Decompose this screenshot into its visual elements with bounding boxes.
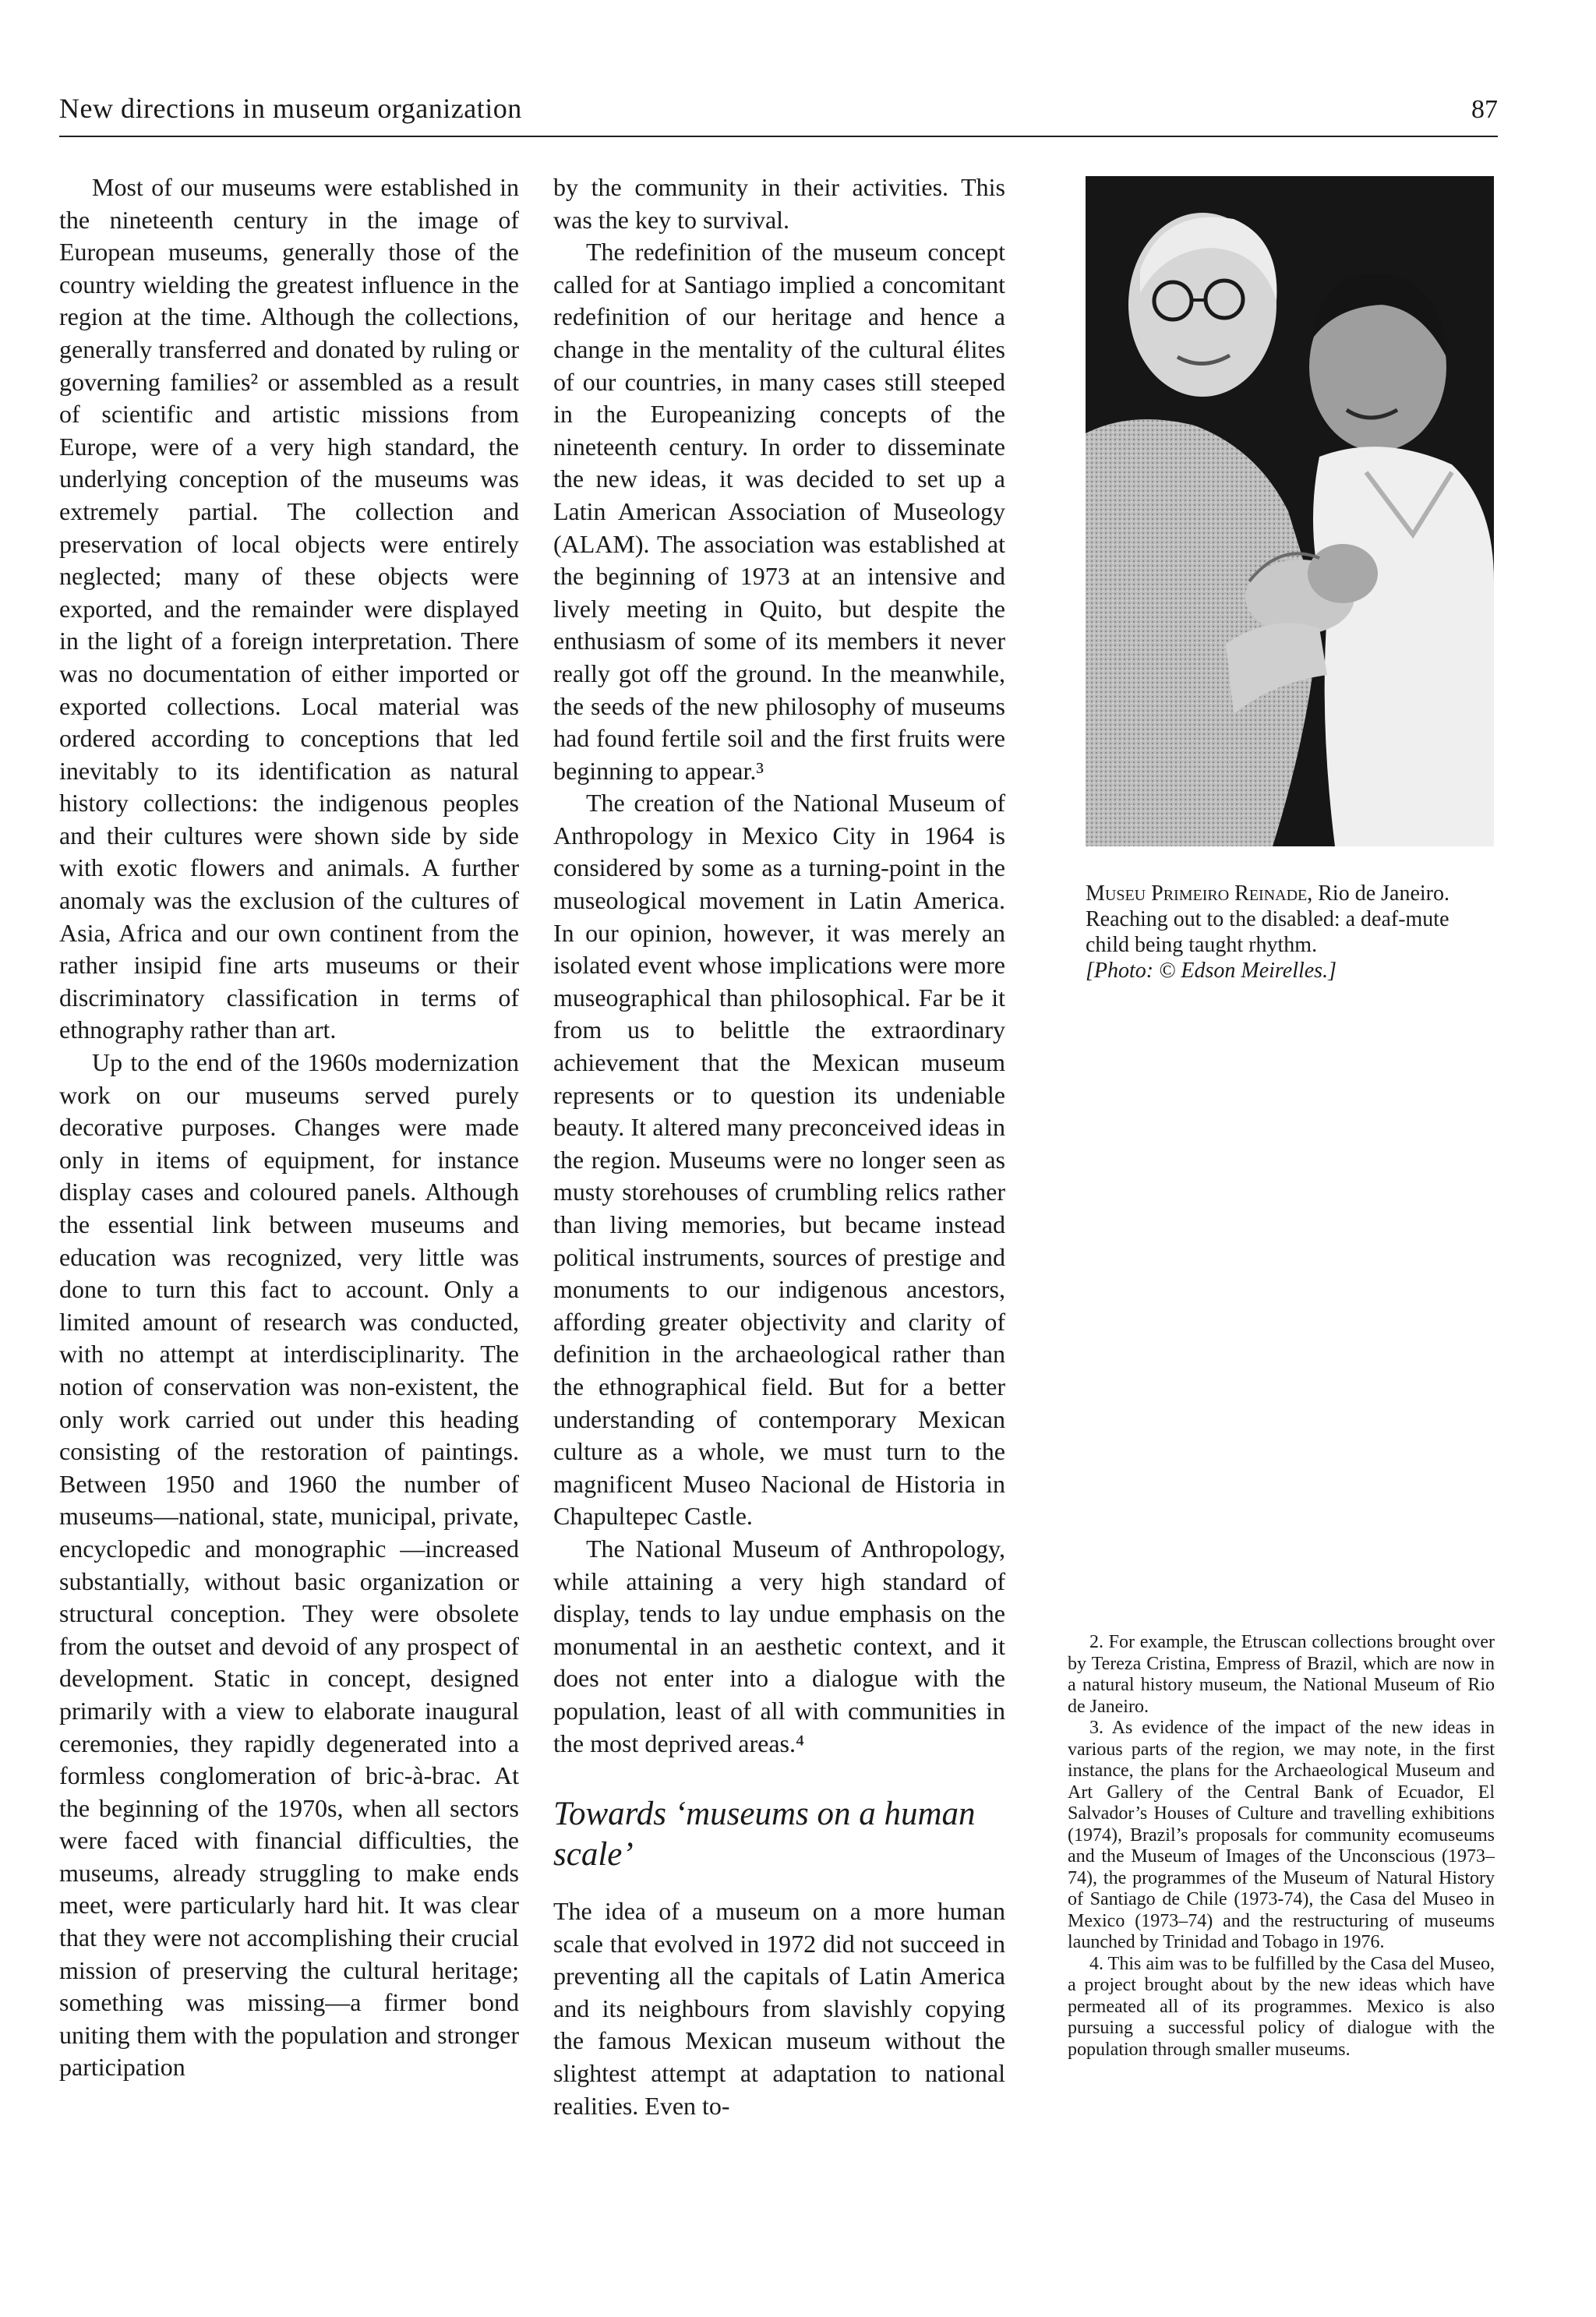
- paragraph: Most of our museums were established in the nineteenth century in the image of European museums, generally those of the country wielding the greatest influence in the region at the time. Although the collections, generally transferred and donated by ruling or governing families² or assembled as a result of scientific and artistic missions from Europe, were of a very high standard, the underlying conception of the museums was extremely partial. The collection and preservation of local objects were entirely neglected; many of these objects were exported, and the remainder were displayed in the light of a foreign interpretation. There was no documentation of either imported or exported collections. Local material was ordered according to conceptions that led inevitably to its identification as natural history collections: the indigenous peoples and their cultures were shown side by side with exotic flowers and animals. A further anomaly was the exclusion of the cultures of Asia, Africa and our own continent from the rather insipid fine arts museums or their discriminatory classification in terms of ethnography rather than art.: [59, 173, 519, 1044]
- footnotes: [1068, 1632, 1495, 2061]
- photograph: [1086, 176, 1494, 846]
- footnote: 3. As evidence of the impact of the new ideas in various parts of the region, we may note, in the first instance, the plans for the Archaeological Museum and Art Gallery of the Central Bank of Ecuador, El Salvador’s Houses of Culture and travelling exhibitions (1974), Brazil’s proposals for community ecomuseums and the Museum of Images of the Unconscious (1973–74), the programmes of the Museum of Natural History of Santiago de Chile (1973-74), the Casa del Museo in Mexico (1973–74) and the restructuring of museums launched by Trinidad and Tobago in 1976.: [1068, 1718, 1495, 1952]
- page-number: 87: [1471, 95, 1498, 124]
- photo-caption: [1086, 881, 1494, 984]
- paragraph: The redefinition of the museum concept called for at Santiago implied a concomitant redefinition of our heritage and hence a change in the mentality of the cultural élites of our countries, in many cases still steeped in the Europeanizing concepts of the nineteenth century. In order to disseminate the new ideas, it was decided to set up a Latin American Association of Museology (ALAM). The association was established at the beginning of 1973 at an intensive and lively meeting in Quito, but despite the enthusiasm of some of its members it never really got off the ground. In the meanwhile, the seeds of the new philosophy of museums had found fertile soil and the first fruits were beginning to appear.³: [553, 238, 1005, 785]
- running-header: [59, 92, 1498, 137]
- caption-description: Reaching out to the disabled: a deaf-mute child being taught rhythm.: [1086, 907, 1449, 957]
- caption-place: , Rio de Janeiro.: [1307, 881, 1449, 906]
- paragraph: The creation of the National Museum of Anthropology in Mexico City in 1964 is considered by some as a turning-point in the museological movement in Latin America. In our opinion, however, it was merely an isolated event whose implications were more museographical than philosophical. Far be it from us to belittle the extraordinary achievement that the Mexican museum represents or to question its undeniable beauty. It altered many preconceived ideas in the region. Museums were no longer seen as musty storehouses of crumbling relics rather than living memories, but became instead political instruments, sources of prestige and monuments to our indigenous ancestors, affording greater objectivity and clarity of definition in the archaeological rather than the ethnographical field. But for a better understanding of contemporary Mexican culture as a whole, we must turn to the magnificent Museo Nacional de Historia in Chapultepec Castle.: [553, 789, 1005, 1531]
- caption-title: [1086, 881, 1494, 906]
- footnote: 4. This aim was to be fulfilled by the Casa del Museo, a project brought about by the new ideas which have permeated all of its programmes. Mexico is also pursuing a successful policy of dialogue with the population through smaller museums.: [1068, 1953, 1495, 2060]
- museum-name: Museu Primeiro Reinade: [1086, 881, 1308, 906]
- paragraph-continuation: by the community in their activities. This was the key to survival.: [553, 173, 1005, 234]
- paragraph: The idea of a museum on a more human scale that evolved in 1972 did not succeed in preventing all the capitals of Latin America and its neighbours from slavishly copying the famous Mexican museum without the slightest attempt at adaptation to national realities. Even to-: [553, 1897, 1005, 2120]
- section-heading: Towards ‘museums on a human scale’: [553, 1796, 976, 1874]
- paragraph: Up to the end of the 1960s modernization work on our museums served purely decorative purposes. Changes were made only in items of equipment, for instance display cases and coloured panels. Although the essential link between museums and education was recognized, very little was done to turn this fact to account. Only a limited amount of research was conducted, with no attempt at interdisciplinarity. The notion of conservation was non-existent, the only work carried out under this heading consisting of the restoration of paintings. Between 1950 and 1960 the number of museums—national, state, municipal, private, encyclopedic and monographic —increased substantially, without basic organization or structural conception. They were obsolete from the outset and devoid of any prospect of development. Static in concept, designed primarily with a view to elaborate inaugural ceremonies, they rapidly degenerated into a formless conglomeration of bric-à-brac. At the beginning of the 1970s, when all sectors were faced with financial difficulties, the museums, already struggling to make ends meet, were particularly hard hit. It was clear that they were not accomplishing their crucial mission of preserving the cultural heritage; something was missing—a firmer bond uniting them with the population and stronger participation: [59, 1048, 519, 2082]
- paragraph: The National Museum of Anthropology, while attaining a very high standard of display, tends to lay undue emphasis on the monumental in an aesthetic context, and it does not enter into a dialogue with the population, least of all with communities in the most deprived areas.⁴: [553, 1534, 1005, 1757]
- photo-credit: [Photo: © Edson Meirelles.]: [1086, 959, 1336, 983]
- text-column-left: [59, 171, 519, 2084]
- photo-illustration: [1086, 176, 1494, 846]
- running-title: New directions in museum organization: [59, 93, 522, 124]
- footnote: 2. For example, the Etruscan collections brought over by Tereza Cristina, Empress of Brazil, which are now in a natural history museum, the National Museum of Rio de Janeiro.: [1068, 1632, 1495, 1717]
- text-column-middle: [553, 171, 1005, 2122]
